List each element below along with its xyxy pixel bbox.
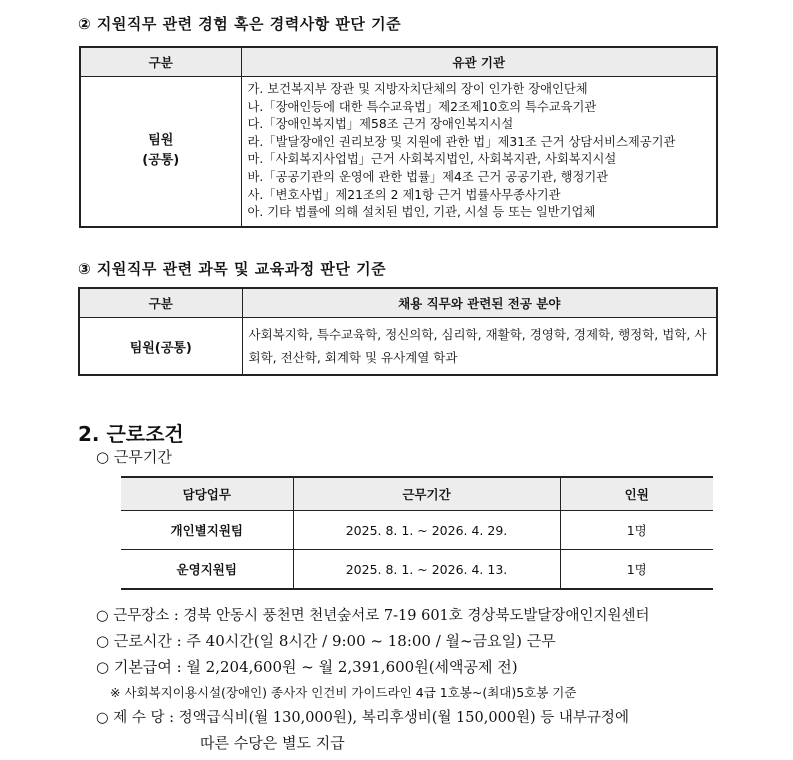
category-team-member: 팀원 xyxy=(148,133,174,149)
institution-item: 바.「공공기관의 운영에 관한 법률」제4조 근거 공공기관, 행정기관 xyxy=(247,169,609,184)
work-location: ○ 근무장소 : 경북 안동시 풍천면 천년숲서로 7-19 601호 경상북도발달장애인지원센터 xyxy=(96,608,650,624)
institution-item: 다.「장애인복지법」제58조 근거 장애인복지시설 xyxy=(247,117,514,132)
institution-item: 가. 보건복지부 장관 및 지방자치단체의 장이 인가한 장애인단체 xyxy=(247,82,588,96)
salary-note: ※ 사회복지이용시설(장애인) 종사자 인건비 가이드라인 4급 1호봉~(최대)5호봉 기준 xyxy=(110,685,577,700)
header-duty: 담당업무 xyxy=(121,477,293,511)
period-cell: 2025. 8. 1. ~ 2026. 4. 29. xyxy=(293,511,560,550)
experience-criteria-table xyxy=(79,46,718,228)
table-row xyxy=(121,550,713,590)
headcount-cell: 1명 xyxy=(560,511,713,550)
header-related-majors: 채용 직무와 관련된 전공 분야 xyxy=(242,288,717,318)
experience-criteria-heading: ② 지원직무 관련 경험 혹은 경력사항 판단 기준 xyxy=(78,15,402,33)
institution-item: 나.「장애인등에 대한 특수교육법」제2조제10호의 특수교육기관 xyxy=(247,99,597,114)
institution-item: 마.「사회복지사업법」근거 사회복지법인, 사회복지관, 사회복지시설 xyxy=(247,152,617,167)
working-conditions-title: 2. 근로조건 xyxy=(78,422,184,446)
allowances-continued: 따른 수당은 별도 지급 xyxy=(200,734,345,752)
work-period-label: ○ 근무기간 xyxy=(96,448,172,466)
header-category: 구분 xyxy=(79,288,242,318)
work-hours: ○ 근로시간 : 주 40시간(일 8시간 / 9:00 ~ 18:00 / 월~금요일) 근무 xyxy=(96,632,556,650)
allowances: ○ 제 수 당 : 정액급식비(월 130,000원), 복리후생비(월 150,000원) 등 내부규정에 xyxy=(96,710,629,726)
header-period: 근무기간 xyxy=(293,477,560,511)
header-category: 구분 xyxy=(80,47,241,77)
table-row xyxy=(121,511,713,550)
duty-cell: 운영지원팀 xyxy=(121,550,293,590)
work-period-table xyxy=(121,476,713,590)
base-salary: ○ 기본급여 : 월 2,204,600원 ~ 월 2,391,600원(세액공제 전) xyxy=(96,658,518,676)
header-related-institutions: 유관 기관 xyxy=(241,47,717,77)
institution-item: 라.「발달장애인 권리보장 및 지원에 관한 법」제31조 근거 상담서비스제공기관 xyxy=(247,134,676,149)
institutions-list xyxy=(241,77,717,227)
institution-item: 아. 기타 법률에 의해 설치된 법인, 기관, 시설 등 또는 일반기업체 xyxy=(247,205,596,220)
category-cell xyxy=(80,77,241,227)
major-criteria-heading: ③ 지원직무 관련 과목 및 교육과정 판단 기준 xyxy=(78,260,387,278)
header-headcount: 인원 xyxy=(560,477,713,511)
duty-cell: 개인별지원팀 xyxy=(121,511,293,550)
category-common: (공통) xyxy=(142,153,180,169)
institution-item: 사.「변호사법」제21조의 2 제1항 근거 법률사무종사기관 xyxy=(247,187,561,202)
major-criteria-table xyxy=(78,287,718,376)
period-cell: 2025. 8. 1. ~ 2026. 4. 13. xyxy=(293,550,560,590)
related-majors: 사회복지학, 특수교육학, 정신의학, 심리학, 재활학, 경영학, 경제학, 행정학, 법학, 사회학, 전산학, 회계학 및 유사계열 학과 xyxy=(242,318,717,376)
headcount-cell: 1명 xyxy=(560,550,713,590)
category-team-member-common: 팀원(공통) xyxy=(79,318,242,376)
